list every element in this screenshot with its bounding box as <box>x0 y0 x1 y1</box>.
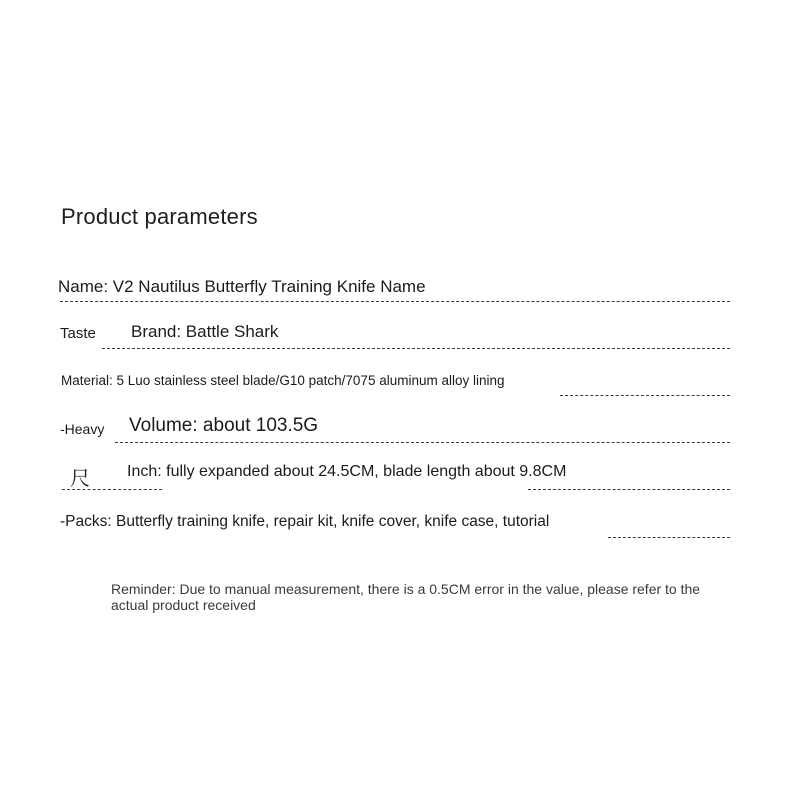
volume-text: Volume: about 103.5G <box>129 415 319 436</box>
divider-line <box>62 489 162 490</box>
packs-text: -Packs: Butterfly training knife, repair kit, knife cover, knife case, tutorial <box>60 513 550 530</box>
divider-line <box>608 537 730 538</box>
divider-line <box>560 395 730 396</box>
size-label: 尺 <box>70 466 90 490</box>
material-text: Material: 5 Luo stainless steel blade/G10 patch/7075 aluminum alloy lining <box>61 373 505 388</box>
taste-label: Taste <box>60 325 96 342</box>
heavy-label: -Heavy <box>60 421 105 437</box>
divider-line <box>60 301 730 302</box>
page-title: Product parameters <box>61 204 258 229</box>
name-text: Name: V2 Nautilus Butterfly Training Knife Name <box>58 277 426 296</box>
divider-line <box>528 489 730 490</box>
divider-line <box>115 442 730 443</box>
divider-line <box>102 348 730 349</box>
inch-text: Inch: fully expanded about 24.5CM, blade length about 9.8CM <box>127 463 567 480</box>
brand-text: Brand: Battle Shark <box>131 322 279 341</box>
reminder-note: Reminder: Due to manual measurement, there is a 0.5CM error in the value, please refer to the actual product received <box>111 581 701 613</box>
